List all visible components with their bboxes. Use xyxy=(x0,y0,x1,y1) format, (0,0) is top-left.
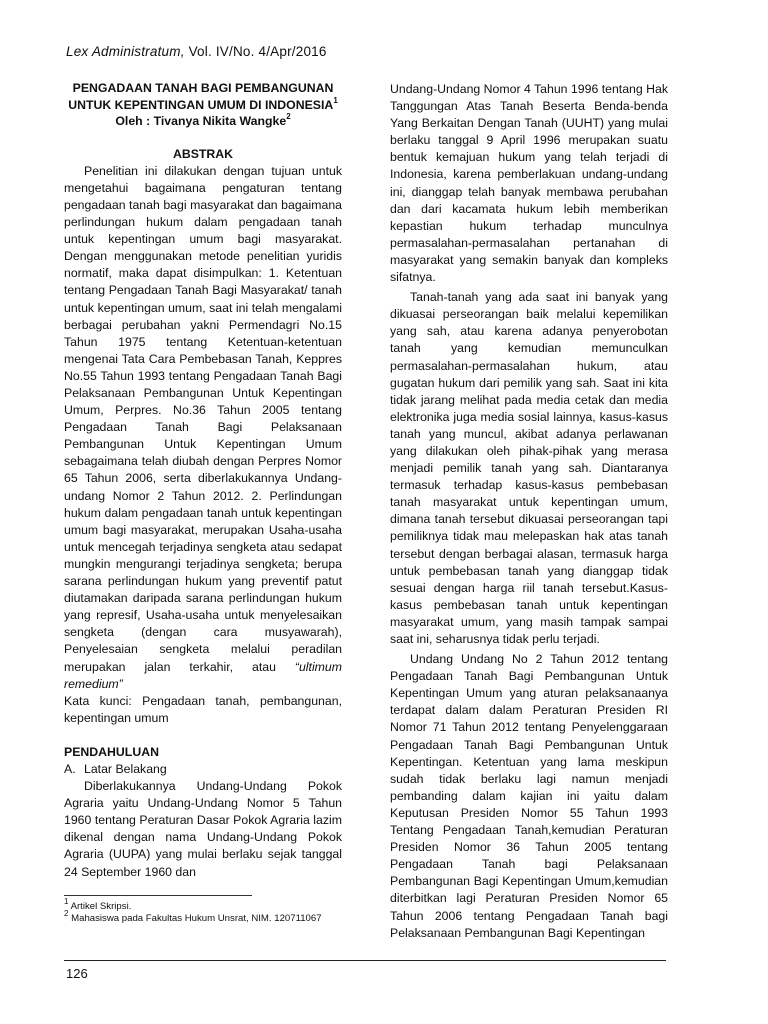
footnote-1-mark: 1 xyxy=(64,896,69,906)
footnotes xyxy=(64,896,342,925)
footnote-2 xyxy=(64,909,342,925)
page-number: 126 xyxy=(66,966,88,981)
author-footnote-mark: 2 xyxy=(286,112,291,122)
article-title xyxy=(64,80,342,130)
abstract-heading: ABSTRAK xyxy=(172,146,234,161)
left-column xyxy=(64,80,342,881)
abstract-body-text: Penelitian ini dilakukan dengan tujuan untuk mengetahui bagaimana pengaturan tentang pengadaan tanah bagi masyarakat dan bagaimana perlindungan hukum dalam pengadaan tanah untuk kepentingan umum bagi masyarakat. Dengan menggunakan metode penelitian yuridis normatif, maka dapat disimpulkan: 1. Ketentuan tentang Pengadaan Tanah Bagi Masyarakat/ tanah untuk kepentingan umum, saat ini telah mengalami berbagai perubahan yakni Permendagri No.15 Tahun 1975 tentang Ketentuan-ketentuan mengenai Tata Cara Pembebasan Tanah, Keppres No.55 Tahun 1993 tentang Pengadaan Tanah Bagi Pelaksanaan Pembangunan Untuk Kepentingan Umum, Perpres. No.36 Tahun 2005 tentang Pengadaan Tanah Bagi Pelaksanaan Pembangunan Untuk Kepentingan Umum sebagaimana telah diubah dengan Perpres Nomor 65 Tahun 2006, serta diberlakukannya Undang-undang Nomor 2 Tahun 2012. 2. Perlindungan hukum dalam pengadaan tanah untuk kepentingan umum bagi masyarakat, merupakan Usaha-usaha untuk mencegah terjadinya sengketa atau sedapat mungkin mengurangi terjadinya sengketa; berupa sarana perlindungan hukum yang preventif patut diutamakan daripada sarana perlindungan hukum yang represif, Usaha-usaha untuk menyelesaikan sengketa (dengan cara musyawarah), Penyelesaian sengketa melalui peradilan merupakan jalan terkahir, atau xyxy=(64,163,342,674)
journal-name: Lex Administratum, xyxy=(66,44,185,59)
intro-paragraph-left: Diberlakukannya Undang-Undang Pokok Agraria yaitu Undang-Undang Nomor 5 Tahun 1960 tentang Peraturan Dasar Pokok Agraria lazim dikenal dengan nama Undang-Undang Pokok Agraria (UUPA) yang mulai berlaku sejak tanggal 24 September 1960 dan xyxy=(64,779,342,879)
footnote-divider xyxy=(64,895,252,896)
subsection-heading xyxy=(64,761,342,778)
right-column xyxy=(390,81,668,942)
author-line: Oleh : Tivanya Nikita Wangke xyxy=(115,114,287,129)
intro-paragraph-right-1: Undang-Undang Nomor 4 Tahun 1996 tentang Hak Tanggungan Atas Tanah Beserta Benda-benda Yang Berkaitan Dengan Tanah (UUHT) yang mulai berlaku tanggal 9 April 1996 merupakan suatu bentuk kemajuan hukum yang telah terjadi di Indonesia, karena pemberlakuan undang-undang ini, dianggap telah banyak membawa perubahan dan dari kacamata hukum lebih memberikan kepastian hukum terhadap munculnya permasalahan-permasalahan pertanahan di masyarakat yang semakin banyak dan kompleks sifatnya. xyxy=(390,82,669,285)
abstract-body xyxy=(64,163,342,693)
intro-paragraph-right-2: Tanah-tanah yang ada saat ini banyak yang dikuasai perseorangan baik melalui kepemilikan yang sah, atau karena adanya penyerobotan tanah yang kemudian memunculkan permasalahan-permasalahan hukum, atau gugatan hukum dari pemilik yang sah. Saat ini kita tidak jarang melihat pada media cetak dan media elektronika juga media sosial lainnya, kasus-kasus tanah yang muncul, akibat adanya perlawanan yang dilakukan oleh pihak-pihak yang merasa menjadi pemilik tanah yang sah. Diantaranya termasuk terhadap kasus-kasus pembebasan tanah masyarakat untuk kepentingan umum, dimana tanah tersebut dikuasai perseorangan tapi pemiliknya tidak mau melepaskan hak atas tanah tersebut dengan berbagai alasan, termasuk harga untuk pembebasan tanah yang dianggap tidak sesuai dengan harga riil tanah tersebut.Kasus-kasus pembebasan tanah untuk kepentingan masyarakat umum, yang masih tampak sampai saat ini, seharusnya tidak perlu terjadi. xyxy=(390,290,668,646)
title-footnote-mark: 1 xyxy=(333,95,338,105)
footnote-1 xyxy=(64,896,342,913)
footnote-1-text: Artikel Skripsi. xyxy=(68,901,132,912)
journal-volume: Vol. IV/No. 4/Apr/2016 xyxy=(184,44,327,59)
running-header xyxy=(66,44,327,59)
article-title-line-2: UNTUK KEPENTINGAN UMUM DI INDONESIA xyxy=(68,97,334,112)
footnote-2-mark: 2 xyxy=(64,909,69,919)
subsection-letter: A. xyxy=(64,761,76,776)
section-heading-pendahuluan: PENDAHULUAN xyxy=(64,744,159,759)
page-footer-rule xyxy=(64,960,666,961)
intro-paragraph-right-3: Undang Undang No 2 Tahun 2012 tentang Pengadaan Tanah Bagi Pembangunan Untuk Kepentingan Umum yang aturan pelaksanaanya terdapat dalam dalam Peraturan Presiden RI Nomor 71 Tahun 2012 tentang Penyelenggaraan Pengadaan Tanah Bagi Pembangunan Untuk Kepentingan. Ketentuan yang lama meskipun sudah tidak berlaku lagi namun menjadi pembanding dalam kajian ini yaitu dalam Keputusan Presiden Nomor 55 Tahun 1993 Tentang Pengadaan Tanah,kemudian Peraturan Presiden Nomor 36 Tahun 2005 tentang Pengadaan Tanah bagi Pelaksanaan Pembangunan Bagi Kepentingan Umum,kemudian diterbitkan lagi Peraturan Presiden Nomor 65 Tahun 2006 tentang Pengadaan Tanah bagi Pelaksanaan Pembangunan Bagi Kepentingan xyxy=(390,652,668,940)
abstract-keywords: Kata kunci: Pengadaan tanah, pembangunan, kepentingan umum xyxy=(64,693,342,725)
abstract-body-italic: “ultimum remedium” xyxy=(64,659,342,691)
footnote-2-text: Mahasiswa pada Fakultas Hukum Unsrat, NIM. 120711067 xyxy=(68,913,322,925)
subsection-title: Latar Belakang xyxy=(84,761,167,776)
article-title-line-1: PENGADAAN TANAH BAGI PEMBANGUNAN xyxy=(72,81,334,95)
